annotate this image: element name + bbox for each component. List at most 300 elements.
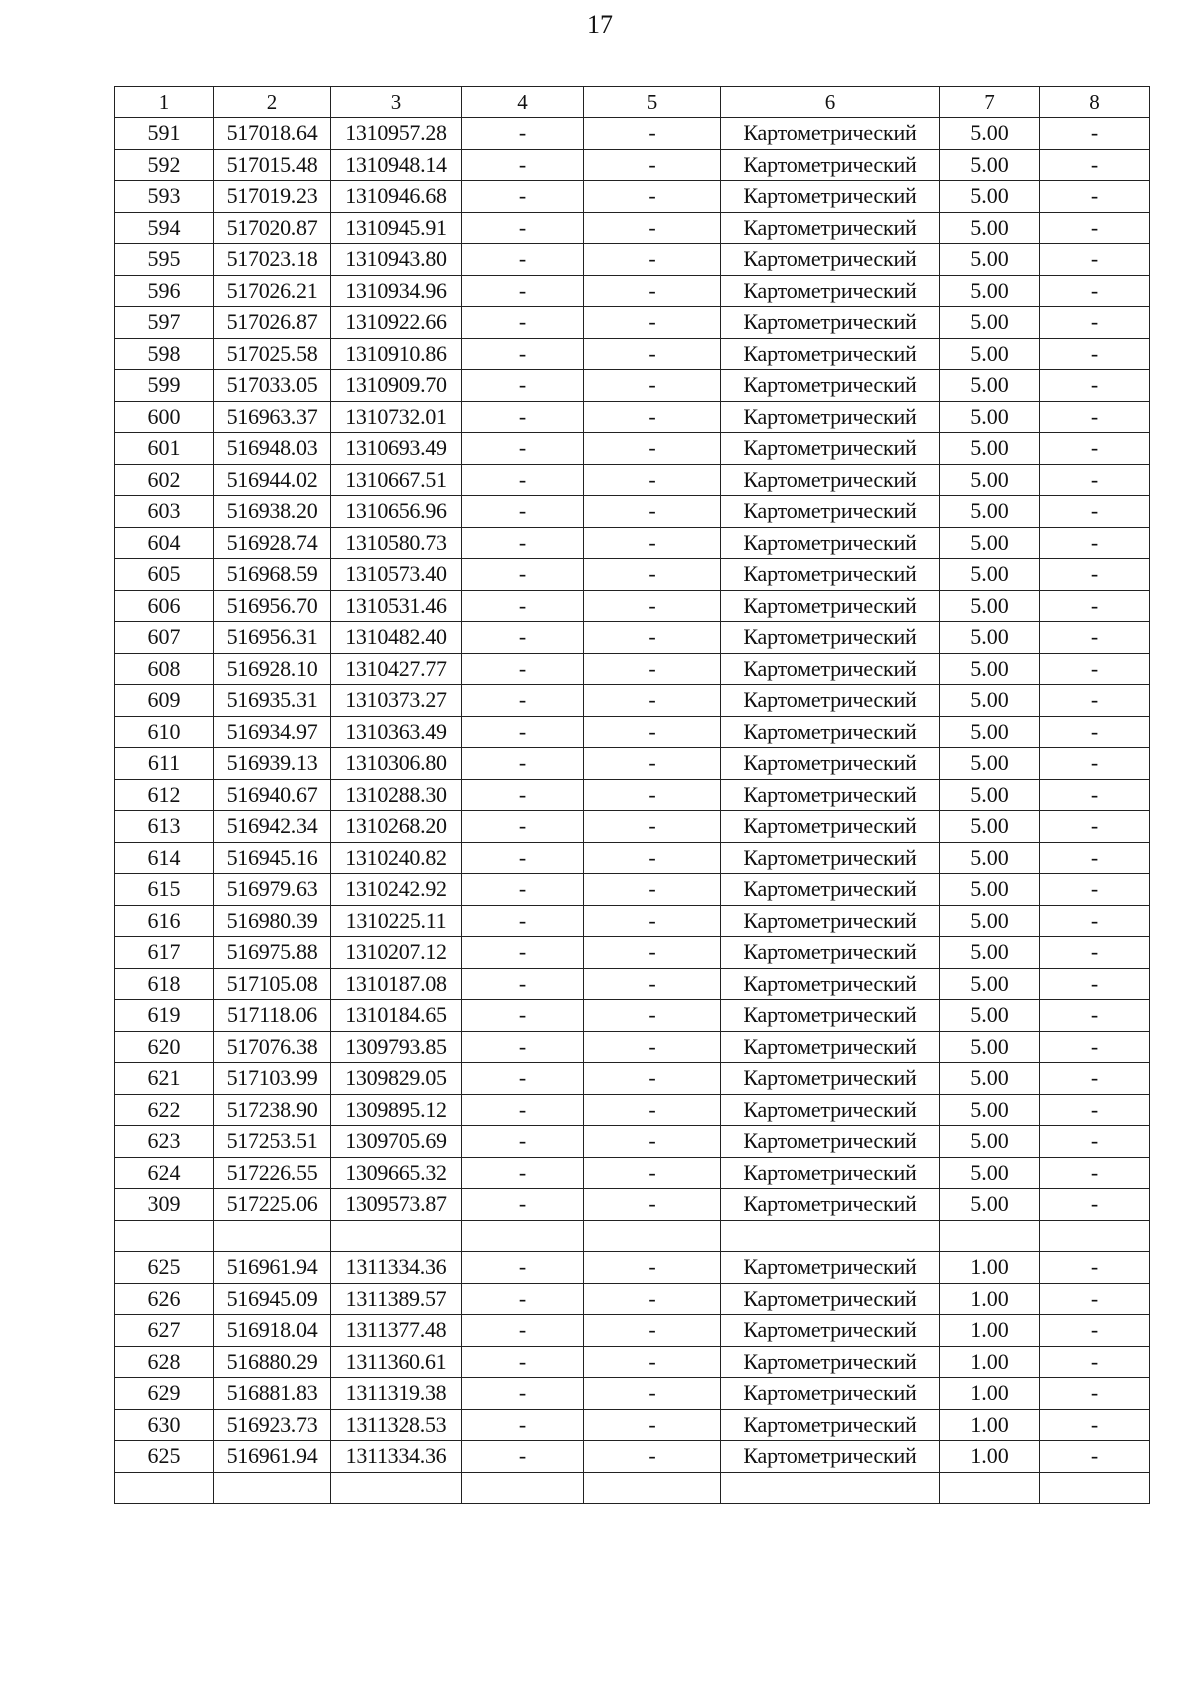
cell-y-coordinate: 1311319.38 [331,1378,462,1410]
cell-col-8: - [1040,905,1150,937]
table-row [115,1189,1150,1221]
cell-y-coordinate: 1310240.82 [331,842,462,874]
cell-col-8: - [1040,842,1150,874]
cell-x-coordinate: 516980.39 [214,905,331,937]
cell-method: Картометрический [721,338,940,370]
cell-col-8: - [1040,370,1150,402]
cell-col-8: - [1040,244,1150,276]
cell-col-4: - [462,1346,584,1378]
cell-col-5: - [584,1346,721,1378]
cell-col-4: - [462,1315,584,1347]
cell-col-4: - [462,779,584,811]
cell-accuracy: 5.00 [940,1094,1040,1126]
cell-accuracy: 5.00 [940,685,1040,717]
cell-x-coordinate: 517033.05 [214,370,331,402]
cell-col-5: - [584,527,721,559]
cell-col-5: - [584,685,721,717]
cell-col-5: - [584,874,721,906]
cell-col-8: - [1040,590,1150,622]
cell-method: Картометрический [721,307,940,339]
cell-method: Картометрический [721,496,940,528]
cell-col-8: - [1040,496,1150,528]
cell-x-coordinate: 517026.21 [214,275,331,307]
cell-col-5: - [584,1000,721,1032]
cell-accuracy: 5.00 [940,1157,1040,1189]
table-row [115,1031,1150,1063]
cell-x-coordinate: 517015.48 [214,149,331,181]
cell-col-4: - [462,118,584,150]
cell-x-coordinate: 516934.97 [214,716,331,748]
cell-y-coordinate [331,1472,462,1504]
cell-y-coordinate: 1310957.28 [331,118,462,150]
table-row [115,842,1150,874]
cell-method: Картометрический [721,1378,940,1410]
cell-col-4: - [462,181,584,213]
cell-accuracy: 5.00 [940,401,1040,433]
cell-point-number: 592 [115,149,214,181]
cell-method: Картометрический [721,1283,940,1315]
cell-col-5: - [584,1409,721,1441]
table-row [115,874,1150,906]
table-row [115,433,1150,465]
cell-col-8: - [1040,653,1150,685]
cell-point-number: 608 [115,653,214,685]
cell-method: Картометрический [721,937,940,969]
cell-accuracy: 5.00 [940,811,1040,843]
cell-col-8 [1040,1220,1150,1252]
cell-col-8: - [1040,874,1150,906]
cell-x-coordinate: 517225.06 [214,1189,331,1221]
cell-method: Картометрический [721,1126,940,1158]
cell-point-number: 618 [115,968,214,1000]
cell-accuracy: 5.00 [940,622,1040,654]
cell-x-coordinate: 516979.63 [214,874,331,906]
cell-col-4: - [462,338,584,370]
cell-x-coordinate: 516963.37 [214,401,331,433]
table-row [115,653,1150,685]
cell-col-5: - [584,1031,721,1063]
cell-col-8: - [1040,622,1150,654]
cell-accuracy: 5.00 [940,464,1040,496]
cell-col-5: - [584,149,721,181]
cell-x-coordinate: 516975.88 [214,937,331,969]
cell-accuracy [940,1220,1040,1252]
cell-col-8: - [1040,1283,1150,1315]
cell-col-4: - [462,559,584,591]
cell-col-8: - [1040,307,1150,339]
cell-col-5: - [584,1063,721,1095]
cell-col-8: - [1040,1189,1150,1221]
cell-y-coordinate: 1310910.86 [331,338,462,370]
cell-col-8: - [1040,1378,1150,1410]
cell-method: Картометрический [721,464,940,496]
cell-col-8: - [1040,748,1150,780]
cell-x-coordinate: 517019.23 [214,181,331,213]
cell-method: Картометрический [721,1063,940,1095]
cell-col-8: - [1040,527,1150,559]
cell-col-8: - [1040,149,1150,181]
cell-y-coordinate: 1310946.68 [331,181,462,213]
cell-y-coordinate: 1310482.40 [331,622,462,654]
cell-y-coordinate: 1310934.96 [331,275,462,307]
cell-method: Картометрический [721,685,940,717]
cell-col-8: - [1040,1157,1150,1189]
cell-col-4: - [462,1157,584,1189]
cell-col-4: - [462,1378,584,1410]
cell-method: Картометрический [721,1094,940,1126]
cell-method: Картометрический [721,1409,940,1441]
cell-accuracy: 5.00 [940,905,1040,937]
cell-x-coordinate: 517103.99 [214,1063,331,1095]
cell-y-coordinate: 1309665.32 [331,1157,462,1189]
cell-x-coordinate: 516968.59 [214,559,331,591]
cell-y-coordinate: 1309705.69 [331,1126,462,1158]
table-row [115,622,1150,654]
cell-y-coordinate: 1311360.61 [331,1346,462,1378]
cell-x-coordinate: 517025.58 [214,338,331,370]
cell-col-5: - [584,1283,721,1315]
cell-point-number: 601 [115,433,214,465]
cell-accuracy: 1.00 [940,1252,1040,1284]
table-row [115,905,1150,937]
table-row [115,1126,1150,1158]
cell-method: Картометрический [721,1315,940,1347]
cell-x-coordinate: 516928.74 [214,527,331,559]
cell-col-8: - [1040,1126,1150,1158]
column-header-7: 7 [940,87,1040,118]
cell-y-coordinate: 1310242.92 [331,874,462,906]
cell-col-4: - [462,1031,584,1063]
cell-point-number: 612 [115,779,214,811]
cell-col-5: - [584,370,721,402]
cell-col-4: - [462,874,584,906]
cell-point-number: 626 [115,1283,214,1315]
cell-x-coordinate: 516880.29 [214,1346,331,1378]
table-row [115,559,1150,591]
cell-method: Картометрический [721,811,940,843]
cell-accuracy: 5.00 [940,937,1040,969]
cell-y-coordinate [331,1220,462,1252]
cell-point-number: 628 [115,1346,214,1378]
cell-x-coordinate: 516938.20 [214,496,331,528]
cell-col-5: - [584,275,721,307]
cell-y-coordinate: 1309895.12 [331,1094,462,1126]
cell-accuracy: 5.00 [940,1031,1040,1063]
cell-accuracy: 5.00 [940,842,1040,874]
cell-method: Картометрический [721,779,940,811]
cell-col-8: - [1040,275,1150,307]
cell-point-number: 596 [115,275,214,307]
cell-point-number: 617 [115,937,214,969]
cell-col-5: - [584,1157,721,1189]
cell-method: Картометрический [721,622,940,654]
cell-col-4: - [462,1094,584,1126]
table-row [115,716,1150,748]
cell-accuracy: 5.00 [940,212,1040,244]
cell-y-coordinate: 1310732.01 [331,401,462,433]
cell-col-8: - [1040,937,1150,969]
cell-col-8: - [1040,1252,1150,1284]
cell-point-number: 611 [115,748,214,780]
cell-col-4 [462,1472,584,1504]
table-row [115,590,1150,622]
cell-method: Картометрический [721,874,940,906]
cell-col-8: - [1040,559,1150,591]
cell-point-number: 625 [115,1441,214,1473]
cell-x-coordinate: 516881.83 [214,1378,331,1410]
table-row [115,937,1150,969]
cell-accuracy: 1.00 [940,1378,1040,1410]
cell-col-8 [1040,1472,1150,1504]
cell-col-8: - [1040,779,1150,811]
cell-accuracy: 5.00 [940,149,1040,181]
cell-col-5 [584,1472,721,1504]
cell-method: Картометрический [721,149,940,181]
cell-accuracy: 5.00 [940,1189,1040,1221]
cell-col-8: - [1040,1031,1150,1063]
table-row [115,1378,1150,1410]
column-header-6: 6 [721,87,940,118]
cell-point-number: 598 [115,338,214,370]
cell-y-coordinate: 1311334.36 [331,1252,462,1284]
table-row [115,244,1150,276]
cell-col-4: - [462,1441,584,1473]
cell-accuracy: 5.00 [940,275,1040,307]
table-row [115,401,1150,433]
cell-accuracy: 5.00 [940,1126,1040,1158]
cell-col-4: - [462,1126,584,1158]
cell-accuracy: 1.00 [940,1409,1040,1441]
cell-x-coordinate: 516961.94 [214,1252,331,1284]
cell-x-coordinate: 516961.94 [214,1441,331,1473]
cell-method: Картометрический [721,590,940,622]
cell-x-coordinate: 516923.73 [214,1409,331,1441]
cell-col-4: - [462,590,584,622]
cell-point-number [115,1220,214,1252]
cell-accuracy: 5.00 [940,527,1040,559]
cell-col-8: - [1040,811,1150,843]
cell-col-8: - [1040,716,1150,748]
cell-accuracy: 5.00 [940,590,1040,622]
cell-method: Картометрический [721,370,940,402]
cell-point-number: 622 [115,1094,214,1126]
cell-col-5: - [584,1252,721,1284]
cell-x-coordinate: 517118.06 [214,1000,331,1032]
cell-method: Картометрический [721,559,940,591]
cell-col-5: - [584,433,721,465]
cell-y-coordinate: 1310268.20 [331,811,462,843]
cell-accuracy: 1.00 [940,1315,1040,1347]
cell-point-number: 615 [115,874,214,906]
cell-col-5: - [584,1126,721,1158]
cell-y-coordinate: 1309793.85 [331,1031,462,1063]
column-header-3: 3 [331,87,462,118]
cell-col-4: - [462,1252,584,1284]
cell-method: Картометрический [721,244,940,276]
cell-method: Картометрический [721,118,940,150]
cell-x-coordinate: 517105.08 [214,968,331,1000]
cell-point-number: 591 [115,118,214,150]
cell-col-5: - [584,1189,721,1221]
table-row [115,1346,1150,1378]
cell-col-4: - [462,1283,584,1315]
cell-point-number: 624 [115,1157,214,1189]
cell-accuracy: 5.00 [940,968,1040,1000]
cell-y-coordinate: 1310363.49 [331,716,462,748]
cell-accuracy: 5.00 [940,559,1040,591]
cell-method: Картометрический [721,748,940,780]
cell-y-coordinate: 1311334.36 [331,1441,462,1473]
cell-method: Картометрический [721,1189,940,1221]
cell-col-5: - [584,244,721,276]
table-row [115,181,1150,213]
cell-col-5: - [584,1378,721,1410]
cell-y-coordinate: 1310373.27 [331,685,462,717]
cell-x-coordinate: 517020.87 [214,212,331,244]
table-row [115,338,1150,370]
column-header-4: 4 [462,87,584,118]
cell-point-number: 309 [115,1189,214,1221]
cell-col-5: - [584,181,721,213]
table-row [115,1063,1150,1095]
cell-col-5: - [584,559,721,591]
cell-col-5: - [584,590,721,622]
cell-col-8: - [1040,338,1150,370]
table-header-row [115,87,1150,118]
cell-accuracy: 5.00 [940,748,1040,780]
cell-x-coordinate: 517076.38 [214,1031,331,1063]
cell-accuracy: 5.00 [940,1063,1040,1095]
table-row [115,1000,1150,1032]
cell-col-5: - [584,653,721,685]
table-row [115,307,1150,339]
cell-x-coordinate: 517026.87 [214,307,331,339]
cell-point-number: 609 [115,685,214,717]
cell-y-coordinate: 1310225.11 [331,905,462,937]
cell-point-number: 595 [115,244,214,276]
table-row [115,527,1150,559]
cell-y-coordinate: 1311389.57 [331,1283,462,1315]
cell-accuracy: 5.00 [940,118,1040,150]
cell-y-coordinate: 1311328.53 [331,1409,462,1441]
cell-x-coordinate: 516940.67 [214,779,331,811]
cell-method: Картометрический [721,1000,940,1032]
cell-y-coordinate: 1309829.05 [331,1063,462,1095]
cell-point-number: 599 [115,370,214,402]
table-row [115,496,1150,528]
cell-x-coordinate: 517253.51 [214,1126,331,1158]
cell-col-8: - [1040,181,1150,213]
cell-x-coordinate: 517023.18 [214,244,331,276]
cell-y-coordinate: 1310667.51 [331,464,462,496]
cell-method: Картометрический [721,275,940,307]
cell-col-8: - [1040,1063,1150,1095]
cell-accuracy [940,1472,1040,1504]
column-header-5: 5 [584,87,721,118]
cell-col-8: - [1040,1441,1150,1473]
cell-col-4: - [462,716,584,748]
cell-accuracy: 5.00 [940,1000,1040,1032]
cell-y-coordinate: 1310580.73 [331,527,462,559]
cell-method: Картометрический [721,212,940,244]
cell-method: Картометрический [721,181,940,213]
table-row [115,968,1150,1000]
cell-col-4: - [462,1063,584,1095]
cell-col-5: - [584,842,721,874]
table-row [115,212,1150,244]
cell-col-4: - [462,905,584,937]
cell-col-4: - [462,527,584,559]
column-header-1: 1 [115,87,214,118]
cell-method [721,1220,940,1252]
cell-point-number: 607 [115,622,214,654]
cell-point-number: 594 [115,212,214,244]
table-row [115,1157,1150,1189]
cell-col-5: - [584,1094,721,1126]
cell-x-coordinate: 516918.04 [214,1315,331,1347]
cell-y-coordinate: 1310531.46 [331,590,462,622]
cell-accuracy: 1.00 [940,1346,1040,1378]
cell-y-coordinate: 1310306.80 [331,748,462,780]
cell-y-coordinate: 1310693.49 [331,433,462,465]
cell-col-5: - [584,937,721,969]
cell-col-8: - [1040,464,1150,496]
cell-col-4: - [462,275,584,307]
cell-point-number [115,1472,214,1504]
cell-col-5 [584,1220,721,1252]
cell-col-4: - [462,968,584,1000]
cell-accuracy: 5.00 [940,181,1040,213]
cell-col-8: - [1040,968,1150,1000]
cell-x-coordinate: 516945.16 [214,842,331,874]
cell-accuracy: 5.00 [940,496,1040,528]
cell-y-coordinate: 1310207.12 [331,937,462,969]
table-row [115,118,1150,150]
cell-x-coordinate: 516948.03 [214,433,331,465]
cell-point-number: 627 [115,1315,214,1347]
cell-col-8: - [1040,118,1150,150]
cell-method: Картометрический [721,653,940,685]
cell-accuracy: 5.00 [940,653,1040,685]
cell-x-coordinate: 516956.70 [214,590,331,622]
cell-y-coordinate: 1310922.66 [331,307,462,339]
cell-method: Картометрический [721,968,940,1000]
cell-y-coordinate: 1310184.65 [331,1000,462,1032]
cell-method: Картометрический [721,1031,940,1063]
cell-y-coordinate: 1310288.30 [331,779,462,811]
cell-method: Картометрический [721,716,940,748]
cell-col-5: - [584,968,721,1000]
cell-col-5: - [584,779,721,811]
cell-point-number: 620 [115,1031,214,1063]
cell-x-coordinate [214,1472,331,1504]
cell-method: Картометрический [721,527,940,559]
cell-col-5: - [584,496,721,528]
cell-y-coordinate: 1310948.14 [331,149,462,181]
table-body [115,118,1150,1504]
cell-point-number: 614 [115,842,214,874]
cell-x-coordinate: 517226.55 [214,1157,331,1189]
cell-x-coordinate [214,1220,331,1252]
cell-col-8: - [1040,685,1150,717]
cell-col-8: - [1040,1000,1150,1032]
cell-point-number: 629 [115,1378,214,1410]
table-row [115,811,1150,843]
cell-point-number: 593 [115,181,214,213]
cell-col-5: - [584,338,721,370]
cell-col-4: - [462,244,584,276]
cell-col-5: - [584,307,721,339]
